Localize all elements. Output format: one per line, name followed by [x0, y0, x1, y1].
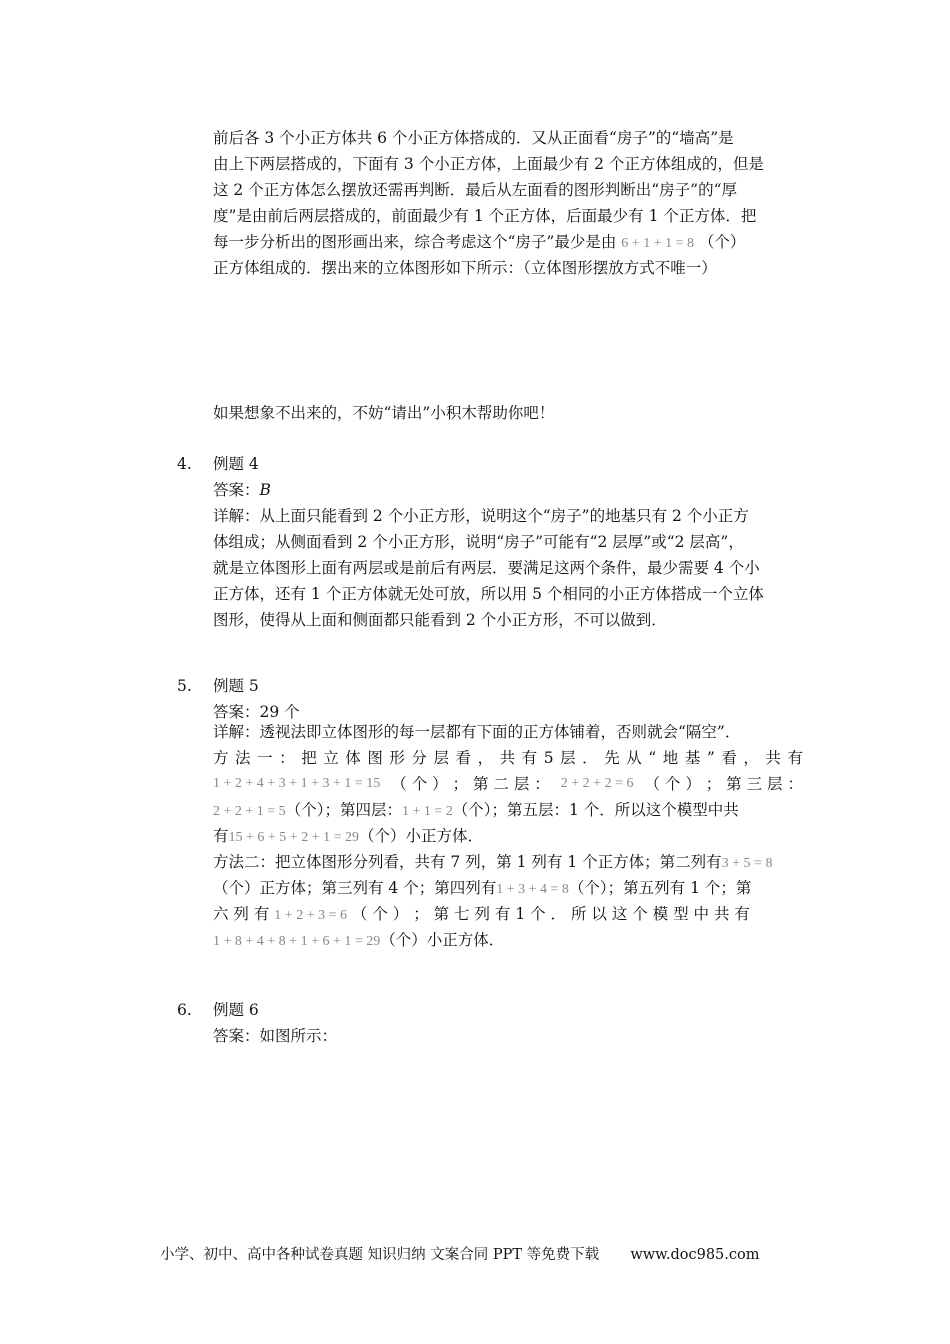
q5-detail-4a: （个）；第四层： [285, 801, 402, 819]
q5-detail-2-char: 先 [604, 749, 620, 767]
q5-detail-5b: （个）小正方体． [359, 827, 484, 845]
q5-formula-5: 15 + 6 + 5 + 2 + 1 = 29 [228, 830, 359, 845]
q5-detail-6a: 方法二：把立体图形分列看，共有 7 列，第 1 列有 1 个正方体；第二列有 [213, 853, 722, 871]
q5-detail-8 [213, 901, 750, 929]
intro-line-5 [213, 229, 745, 257]
intro-line-5-unit: （个） [698, 233, 746, 251]
q5-detail-2-char: 共 [765, 749, 781, 767]
q5-detail-2-char: ， [743, 749, 759, 767]
q5-detail-6 [213, 849, 772, 877]
q5-detail-7a: （个）正方体；第三列有 4 个；第四列有 [213, 879, 497, 897]
intro-line-1: 前后各 3 个小正方体共 6 个小正方体搭成的．又从正面看“房子”的“墙高”是 [213, 129, 734, 147]
q6-number: 6. [177, 1001, 192, 1019]
q6-answer: 答案：如图所示： [213, 1027, 338, 1045]
q5-detail-7 [213, 875, 751, 903]
q5-detail-2-char: 一 [257, 749, 273, 767]
q4-detail-2: 体组成；从侧面看到 2 个小正方形，说明“房子”可能有“2 层厚”或“2 层高”， [213, 533, 744, 551]
q5-detail-2-char: 把 [301, 749, 317, 767]
q5-number: 5. [177, 677, 192, 695]
q5-detail-7b: （个）；第五列有 1 个；第 [568, 879, 752, 897]
q5-detail-5a: 有 [213, 827, 229, 845]
intro-line-5-text: 每一步分析出的图形画出来，综合考虑这个“房子”最少是由 [213, 233, 617, 251]
footer-text: 小学、初中、高中各种试卷真题 知识归纳 文案合同 PPT 等免费下载 [160, 1247, 600, 1263]
q5-detail-2-char: 5 [543, 749, 554, 767]
q5-detail-2-char: 体 [345, 749, 361, 767]
q4-answer-value: B [259, 481, 271, 499]
q5-detail-2-char: 看 [455, 749, 472, 767]
q5-detail-2-char: 分 [411, 749, 427, 767]
q5-formula-3: 2 + 2 + 1 = 5 [213, 804, 286, 819]
q5-detail-8b: （ 个 ） ； 第 七 列 有 1 个 ． 所 以 这 个 模 型 中 共 有 [351, 905, 750, 923]
q5-detail-4 [213, 797, 739, 825]
q5-formula-1: 1 + 2 + 4 + 3 + 1 + 3 + 1 = 15 [213, 776, 381, 791]
q5-detail-2-char: 共 [499, 749, 516, 767]
q5-detail-2 [213, 745, 803, 771]
q5-formula-7: 1 + 3 + 4 = 8 [496, 882, 569, 897]
intro-line-3: 这 2 个正方体怎么摆放还需再判断．最后从左面看的图形判断出“房子”的“厚 [213, 181, 737, 199]
q5-detail-2-char: 图 [367, 749, 383, 767]
intro-formula: 6 + 1 + 1 = 8 [621, 236, 694, 251]
q5-detail-2-char: 看 [721, 749, 737, 767]
intro-line-6: 正方体组成的．摆出来的立体图形如下所示：（立体图形摆放方式不唯一） [213, 259, 717, 277]
q5-detail-8a: 六 列 有 [213, 905, 270, 923]
q5-detail-2-char: ” [706, 749, 715, 767]
q5-detail-1: 详解：透视法即立体图形的每一层都有下面的正方体铺着，否则就会“隔空”． [213, 723, 741, 741]
q5-formula-6: 3 + 5 = 8 [721, 856, 773, 871]
q5-detail-2-char: 立 [323, 749, 339, 767]
q5-detail-2-char: ． [582, 749, 598, 767]
q5-detail-2-char: “ [648, 749, 657, 767]
q5-detail-3a: （ 个 ） ； 第 二 层 ： [391, 775, 550, 793]
q5-formula-2: 2 + 2 + 2 = 6 [560, 776, 634, 791]
intro-line-2: 由上下两层搭成的，下面有 3 个小正方体，上面最少有 2 个正方体组成的，但是 [213, 155, 764, 173]
q4-detail-4: 正方体，还有 1 个正方体就无处可放，所以用 5 个相同的小正方体搭成一个立体 [213, 585, 764, 603]
intro-line-4: 度”是由前后两层搭成的，前面最少有 1 个正方体，后面最少有 1 个正方体．把 [213, 207, 757, 225]
q5-detail-5 [213, 823, 483, 851]
q4-title: 例题 4 [213, 455, 259, 473]
q5-detail-2-char: 层 [433, 749, 449, 767]
q5-detail-2-char: 方 [213, 749, 229, 767]
q4-detail-1: 详解：从上面只能看到 2 个小正方形，说明这个“房子”的地基只有 2 个小正方 [213, 507, 749, 525]
q4-detail-5: 图形，使得从上面和侧面都只能看到 2 个小正方形，不可以做到． [213, 611, 667, 629]
q4-answer-label: 答案： [213, 481, 260, 499]
q5-formula-4: 1 + 1 = 2 [401, 804, 453, 819]
q5-detail-2-char: 有 [521, 749, 538, 767]
q5-answer: 答案：29 个 [213, 703, 300, 721]
q5-detail-9 [213, 927, 504, 955]
q5-detail-2-char: 形 [389, 749, 405, 767]
q4-detail-3: 就是立体图形上面有两层或是前后有两层．要满足这两个条件，最少需要 4 个小 [213, 559, 760, 577]
q5-detail-3 [213, 771, 803, 797]
q5-detail-9b: （个）小正方体． [380, 931, 505, 949]
q5-detail-2-char: 法 [235, 749, 251, 767]
q5-detail-2-char: 地 [662, 749, 679, 767]
q5-detail-2-char: ， [477, 749, 494, 767]
q5-title: 例题 5 [213, 677, 259, 695]
q5-formula-8: 1 + 2 + 3 = 6 [274, 908, 347, 923]
q5-detail-2-char: ： [279, 749, 295, 767]
intro-line-7: 如果想象不出来的，不妨“请出”小积木帮助你吧！ [213, 404, 555, 422]
q5-detail-2-char: 有 [787, 749, 803, 767]
q5-detail-3b: （ 个 ） ； 第 三 层 ： [644, 775, 803, 793]
q4-answer [213, 477, 271, 503]
page-footer [160, 1243, 759, 1264]
q5-detail-4b: （个）；第五层：1 个．所以这个模型中共 [452, 801, 739, 819]
q5-detail-2-char: 基 [684, 749, 701, 767]
q5-detail-2-char: 层 [560, 749, 576, 767]
q4-number: 4. [177, 455, 192, 473]
footer-url[interactable]: www.doc985.com [630, 1247, 760, 1263]
q5-formula-9: 1 + 8 + 4 + 8 + 1 + 6 + 1 = 29 [213, 934, 381, 949]
q5-detail-2-char: 从 [626, 749, 642, 767]
q6-title: 例题 6 [213, 1001, 259, 1019]
